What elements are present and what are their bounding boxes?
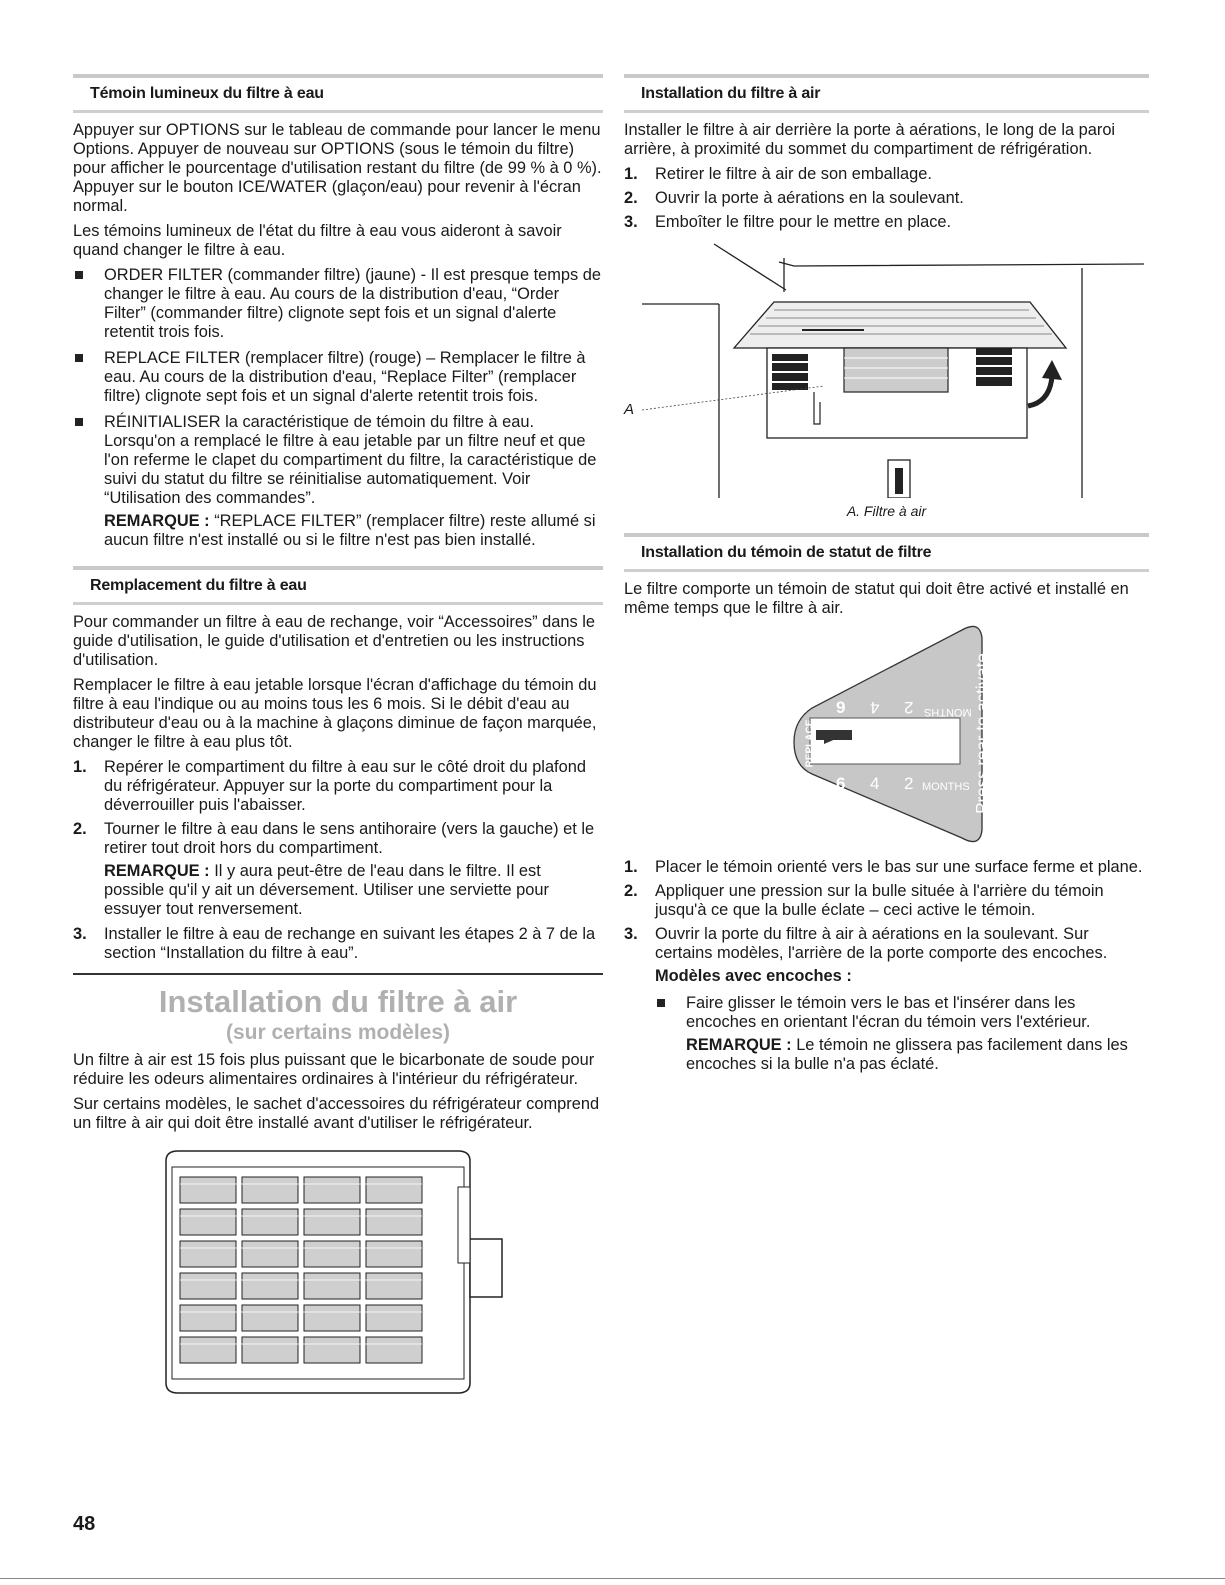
list-item-text: Faire glisser le témoin vers le bas et l'insérer dans les encoches en orientant l'écran du témoin vers l'extérieur. — [686, 994, 1091, 1031]
indented-block — [624, 994, 1149, 1074]
figure-caption: A. Filtre à air — [846, 503, 927, 519]
list-item — [624, 858, 1149, 877]
major-section-title: Installation du filtre à air — [158, 984, 518, 1019]
list-item-text: RÉINITIALISER la caractéristique de témoin du filtre à eau. Lorsqu'on a remplacé le filtre à eau jetable par un filtre neuf et que l'on referme le clapet du compartiment du filtre, la caractéristique de suivi du statut du filtre se réinitialise automatiquement. Voir “Utilisation des commandes”. — [104, 413, 597, 507]
list-item — [624, 165, 1149, 184]
section-heading-air-filter-installation: Installation du filtre à air — [624, 74, 1149, 113]
indicator-press-text: Press rear to activate — [972, 653, 992, 814]
step-text: Appliquer une pression sur la bulle située à l'arrière du témoin jusqu'à ce que la bulle éclate – ceci active le témoin. — [655, 882, 1104, 919]
paragraph: Les témoins lumineux de l'état du filtre à eau vous aideront à savoir quand changer le filtre à eau. — [73, 222, 562, 259]
step-number: 2. — [624, 189, 638, 207]
air-filter-drawing — [158, 1147, 518, 1407]
section-heading-water-filter-indicator: Témoin lumineux du filtre à eau — [73, 74, 603, 113]
paragraph: Remplacer le filtre à eau jetable lorsque l'écran d'affichage du témoin du filtre à eau l'indique ou au moins tous les 6 mois. Si le débit d'eau au distributeur d'eau ou à la machine à glaçons diminue de façon marquée, changer le filtre à eau plus tôt. — [73, 676, 597, 751]
page-number: 48 — [73, 1513, 96, 1535]
status-indicator-drawing — [624, 624, 1149, 846]
step-text: Ouvrir la porte du filtre à air à aérations en la soulevant. Sur certains modèles, l'arrière de la porte comporte des encoches. — [655, 925, 1108, 962]
paragraph: Pour commander un filtre à eau de rechange, voir “Accessoires” dans le guide d'utilisation, le guide d'utilisation et d'entretien ou les instructions d'utilisation. — [73, 613, 596, 669]
section-heading-water-filter-replacement: Remplacement du filtre à eau — [73, 566, 603, 605]
page-bottom-rule — [0, 1578, 1225, 1579]
list-item — [73, 925, 603, 963]
step-number: 1. — [624, 165, 638, 183]
list-item: REPLACE FILTER (remplacer filtre) (rouge) – Remplacer le filtre à eau. Au cours de la distribution d'eau, “Replace Filter” (remplacer filtre) clignote sept fois et un signal d'alerte retentit trois fois. — [73, 349, 603, 406]
note — [104, 862, 603, 919]
subheading-models-with-notches: Modèles avec encoches : — [655, 967, 852, 985]
step-text: Placer le témoin orienté vers le bas sur une surface ferme et plane. — [655, 858, 1143, 876]
refrigerator-compartment-drawing — [624, 238, 1149, 498]
indicator-bottom-digit-4: 4 — [870, 774, 880, 793]
list-item — [624, 925, 1149, 986]
section-divider — [73, 973, 603, 975]
step-text: Repérer le compartiment du filtre à eau sur le côté droit du plafond du réfrigérateur. Appuyer sur la porte du compartiment pour la déverrouiller puis l'abaisser. — [104, 758, 586, 814]
note-label: REMARQUE : — [104, 862, 210, 880]
numbered-list — [624, 858, 1149, 986]
numbered-list — [624, 165, 1149, 232]
step-number: 1. — [73, 758, 87, 776]
paragraph: Appuyer sur OPTIONS sur le tableau de commande pour lancer le menu Options. Appuyer de nouveau sur OPTIONS (sous le témoin du filtre) pour afficher le pourcentage d'utilisation restant du filtre (de 99 % à 0 %). Appuyer sur le bouton ICE/WATER (glaçon/eau) pour revenir à l'écran normal. — [73, 121, 602, 215]
note-text: “REPLACE FILTER” (remplacer filtre) reste allumé si aucun filtre n'est installé ou si le filtre n'est pas bien installé. — [104, 512, 596, 549]
air-filter-installation-figure — [624, 238, 1149, 498]
step-text: Tourner le filtre à eau dans le sens antihoraire (vers la gauche) et le retirer tout droit hors du compartiment. — [104, 820, 595, 857]
list-item — [73, 820, 603, 919]
note-label: REMARQUE : — [686, 1036, 792, 1054]
step-text: Ouvrir la porte à aérations en la soulevant. — [655, 189, 964, 207]
right-column — [624, 74, 1149, 1081]
step-number: 2. — [73, 820, 87, 838]
note — [686, 1036, 1149, 1074]
note-text: Le témoin ne glissera pas facilement dans les encoches si la bulle n'a pas éclaté. — [686, 1036, 1128, 1073]
paragraph: Un filtre à air est 15 fois plus puissant que le bicarbonate de soude pour réduire les odeurs alimentaires ordinaires à l'intérieur du réfrigérateur. — [73, 1051, 595, 1088]
paragraph: Le filtre comporte un témoin de statut qui doit être activé et installé en même temps que le filtre à air. — [624, 580, 1129, 617]
list-item — [73, 413, 603, 550]
list-item — [624, 189, 1149, 208]
step-number: 1. — [624, 858, 638, 876]
list-item: ORDER FILTER (commander filtre) (jaune) - Il est presque temps de changer le filtre à eau. Au cours de la distribution d'eau, “Order Filter” (commander filtre) clignote sept fois et un signal d'alerte retentit trois fois. — [73, 266, 603, 342]
section-heading-status-indicator: Installation du témoin de statut de filtre — [624, 533, 1149, 572]
bullet-list — [73, 266, 603, 550]
status-indicator-illustration — [624, 624, 1149, 846]
indicator-bottom-months-label: MONTHS — [922, 781, 970, 793]
list-item — [624, 882, 1149, 920]
left-column — [73, 74, 603, 1407]
indicator-replace-label: REPLACE — [804, 719, 816, 768]
list-item — [73, 758, 603, 815]
step-number: 3. — [624, 925, 638, 943]
indicator-top-months-label: MONTHS — [924, 706, 972, 718]
indicator-bottom-digit-2: 2 — [904, 774, 914, 793]
paragraph: Sur certains modèles, le sachet d'accessoires du réfrigérateur comprend un filtre à air qui doit être installé avant d'utiliser le réfrigérateur. — [73, 1095, 600, 1132]
paragraph: Installer le filtre à air derrière la porte à aérations, le long de la paroi arrière, à proximité du sommet du compartiment de réfrigération. — [624, 121, 1116, 158]
indicator-bottom-digit-6: 6 — [836, 774, 846, 793]
indicator-top-digit-4: 4 — [870, 698, 880, 717]
step-number: 3. — [73, 925, 87, 943]
numbered-list — [73, 758, 603, 963]
step-text: Installer le filtre à eau de rechange en suivant les étapes 2 à 7 de la section “Installation du filtre à eau”. — [104, 925, 596, 962]
list-item — [655, 994, 1149, 1074]
bullet-list — [655, 994, 1149, 1074]
indicator-top-digit-9: 9 — [836, 698, 846, 717]
step-text: Retirer le filtre à air de son emballage. — [655, 165, 932, 183]
step-number: 2. — [624, 882, 638, 900]
step-number: 3. — [624, 213, 638, 231]
figure-label-a: A — [624, 401, 635, 418]
air-filter-illustration — [158, 1147, 603, 1407]
step-text: Emboîter le filtre pour le mettre en place. — [655, 213, 952, 231]
note-label: REMARQUE : — [104, 512, 210, 530]
note-text: Il y aura peut-être de l'eau dans le filtre. Il est possible qu'il y ait un déversement. Utiliser une serviette pour essuyer tout renversement. — [104, 862, 549, 918]
indicator-top-digit-2: 2 — [904, 698, 914, 717]
note — [104, 512, 603, 550]
list-item — [624, 213, 1149, 232]
major-section-subtitle: (sur certains modèles) — [225, 1021, 451, 1044]
